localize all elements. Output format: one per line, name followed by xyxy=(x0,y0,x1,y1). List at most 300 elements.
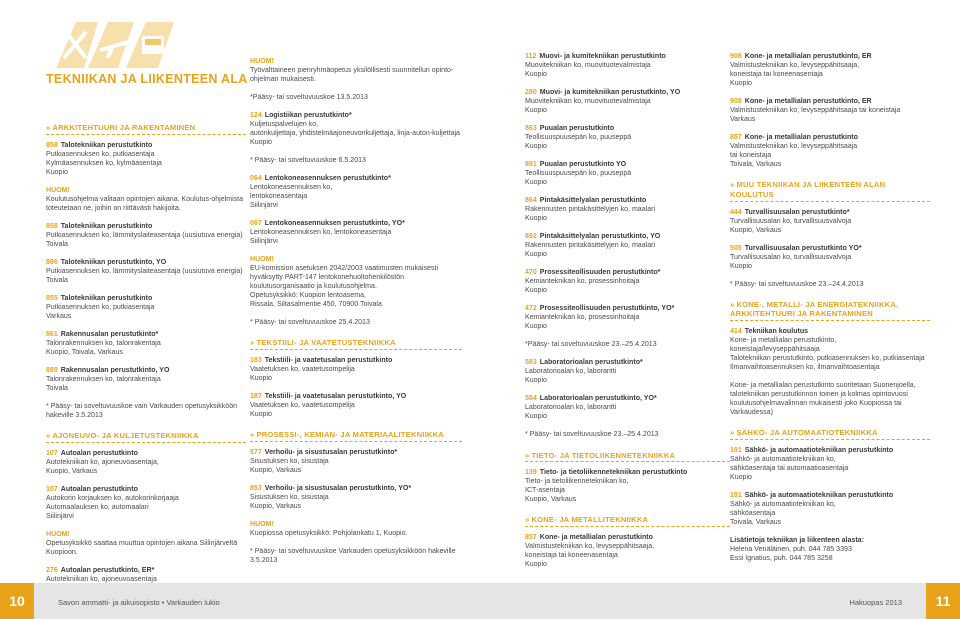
column-2 xyxy=(250,57,462,574)
degree-title: Kone- ja metallialan perustutkinto, ER xyxy=(744,98,872,106)
degree-entry xyxy=(46,258,246,285)
info-text: * Pääsy- tai soveltuvuuskoe Varkauden opetusyksikköön hakeville 3.5.2013 xyxy=(250,548,456,565)
degree-entry xyxy=(250,448,462,475)
page-title: TEKNIIKAN JA LIIKENTEEN ALA xyxy=(46,72,248,86)
entry-detail: Automaalauksen ko, automaalari xyxy=(46,503,149,511)
entry-title-line xyxy=(730,52,930,61)
info-text: * Pääsy- tai soveltuvuuskoe 6.5.2013 xyxy=(250,157,366,165)
note-block xyxy=(250,57,462,84)
entry-detail: Kuopio xyxy=(525,215,547,223)
application-code: 505 xyxy=(730,244,742,252)
degree-title: Turvallisuusalan perustutkinto YO* xyxy=(744,244,862,252)
entry-detail: Kemianteknikan ko, prosessinhoitaja xyxy=(525,314,640,322)
section-logo xyxy=(56,18,176,70)
degree-entry xyxy=(730,52,930,88)
degree-entry xyxy=(46,222,246,249)
note-text: EU-komission asetuksen 2042/2003 vaatimusten mukaisesti hyväksytty PART-147 lentokonehuoltohenkilöstön koulutusorganisaatio ja koulutusohjelma. xyxy=(250,265,439,291)
entry-detail: Kuopio xyxy=(730,474,752,482)
entry-title-line xyxy=(250,392,462,401)
footer-publisher: Savon ammatti- ja aikuisopisto • Varkauden lukio xyxy=(58,598,220,607)
note-heading: HUOM! xyxy=(250,256,274,264)
section-heading xyxy=(46,123,246,135)
entry-detail: koneistaja tai koneenasentaja xyxy=(730,71,823,79)
entry-title-line xyxy=(525,304,730,313)
entry-title-line xyxy=(46,294,246,303)
application-code: 855 xyxy=(46,294,58,302)
info-paragraph xyxy=(525,430,730,439)
degree-title: Laboratorioalan perustutkinto* xyxy=(539,359,643,367)
chevron-right-icon: » xyxy=(730,299,735,309)
entry-detail: ICT-asentaja xyxy=(525,487,565,495)
entry-detail: Sisustuksen ko, sisustaja xyxy=(250,493,329,501)
degree-entry xyxy=(525,232,730,259)
entry-detail: Kuopio, Varkaus xyxy=(730,226,782,234)
application-code: 112 xyxy=(525,53,537,60)
degree-entry xyxy=(525,394,730,421)
degree-title: Verhoilu- ja sisustusalan perustutkinto, YO* xyxy=(264,484,412,492)
degree-entry xyxy=(525,124,730,151)
degree-title: Autoalan perustutkinto, ER* xyxy=(60,566,155,574)
column-3 xyxy=(525,52,730,578)
column-1 xyxy=(46,112,246,611)
application-code: 858 xyxy=(46,141,58,149)
entry-title-line xyxy=(730,244,930,253)
application-code: 064 xyxy=(250,175,262,183)
info-text: * Pääsy- tai soveltuvuuskoe 23.–24.4.2013 xyxy=(730,280,864,288)
column-4 xyxy=(730,52,930,572)
entry-title-line xyxy=(525,52,730,61)
chevron-right-icon: » xyxy=(250,338,255,348)
contact-title: Lisätietoja tekniikan ja liikenteen alasta: xyxy=(730,537,864,545)
entry-detail: Turvallisuusalan ko, turvallisuusvalvoja xyxy=(730,217,852,225)
degree-entry xyxy=(730,133,930,169)
entry-detail: Siilinjärvi xyxy=(46,512,74,520)
degree-title: Kone- ja metallialan perustutkinto xyxy=(539,534,653,541)
entry-detail: Ilmanvaihtoasennuksen ko, ilmanvaihtoasentaja xyxy=(730,364,880,372)
note-text: Kuopiossa opetusyksikkö: Pohjolankatu 1, Kuopio. xyxy=(250,530,408,537)
entry-detail: Vaatetuksen ko, vaatetusompelija xyxy=(250,366,355,374)
degree-title: Puualan perustutkinto xyxy=(539,125,615,133)
entry-detail: Muovitekniikan ko, muovituotevalmistaja xyxy=(525,98,651,106)
section-heading-text: ARKKITEHTUURI JA RAKENTAMINEN xyxy=(52,123,196,132)
degree-title: Autoalan perustutkinto xyxy=(60,485,138,493)
entry-detail: Kylmäasennuksen ko, kylmäasentaja xyxy=(46,159,162,167)
section-heading-text: SÄHKÖ- JA AUTOMAATIOTEKNIIKKA xyxy=(736,428,878,438)
degree-title: Muovi- ja kumitekniikan perustutkinto xyxy=(539,53,666,60)
application-code: 414 xyxy=(730,328,742,336)
degree-title: Talotekniikan perustutkinto, YO xyxy=(60,258,167,266)
entry-title-line xyxy=(525,88,730,97)
application-code: 444 xyxy=(730,208,742,216)
degree-title: Talotekniikan perustutkinto xyxy=(60,294,153,302)
section-heading-text: TIETO- JA TIETOLIIKENNETEKNIIKKA xyxy=(531,450,676,460)
degree-entry xyxy=(525,88,730,115)
page-number-left: 10 xyxy=(0,583,34,619)
degree-entry xyxy=(730,446,930,482)
entry-detail: Teollisuuspuusepän ko, puuseppä xyxy=(525,170,632,178)
entry-title-line xyxy=(525,358,730,367)
note-heading: HUOM! xyxy=(46,186,70,194)
entry-title-line xyxy=(525,468,730,477)
degree-title: Tekstiili- ja vaatetusalan perustutkinto xyxy=(264,357,393,365)
entry-detail: Toivala xyxy=(46,385,68,393)
degree-title: Prosessiteollisuuden perustutkinto, YO* xyxy=(539,305,675,313)
info-text: *Pääsy- tai soveltuvuuskoe 23.–25.4.2013 xyxy=(525,341,657,349)
note-block xyxy=(46,530,246,557)
degree-title: Pintakäsittelyalan perustutkinto, YO xyxy=(539,233,661,241)
entry-detail: Siilinjärvi xyxy=(250,202,278,210)
entry-detail: Kemianteknikan ko, prosessinhoitaja xyxy=(525,278,640,286)
section-heading-text: TEKSTIILI- JA VAATETUSTEKNIIKKA xyxy=(256,338,396,348)
degree-title: Tekstiili- ja vaatetusalan perustutkinto, YO xyxy=(264,393,407,401)
entry-detail: Turvallisuusalan ko, turvallisuusvalvoja xyxy=(730,253,852,261)
degree-entry xyxy=(250,219,462,246)
chevron-right-icon: » xyxy=(525,450,530,460)
section-heading xyxy=(250,430,462,442)
info-paragraph xyxy=(46,402,246,420)
degree-entry xyxy=(46,449,246,476)
entry-title-line xyxy=(525,160,730,169)
section-heading-text: AJONEUVO- JA KULJETUSTEKNIIKKA xyxy=(52,431,199,441)
application-code: 276 xyxy=(46,566,58,574)
entry-title-line xyxy=(730,446,930,455)
entry-detail: Kuopio xyxy=(525,287,547,295)
page-number-right: 11 xyxy=(926,583,960,619)
entry-detail: Autotekniikan ko, ajoneuvoasentaja, xyxy=(46,458,159,466)
section-heading-text: KONE-, METALLI- JA ENERGIATEKNIIKKA, ARKKITEHTUURI JA RAKENTAMINEN xyxy=(730,299,899,319)
info-paragraph xyxy=(250,93,462,102)
section-heading xyxy=(730,428,930,440)
section-heading xyxy=(730,180,930,201)
entry-detail: Kuopio, Varkaus xyxy=(46,467,98,475)
application-code: 107 xyxy=(46,449,58,457)
entry-detail: Kuopio xyxy=(250,375,272,383)
application-code: 863 xyxy=(525,125,537,133)
degree-title: Pintakäsittelyalan perustutkinto xyxy=(539,197,647,205)
degree-title: Tekniikan koulutus xyxy=(744,328,809,336)
entry-detail: Kuopio xyxy=(525,143,547,151)
application-code: 857 xyxy=(525,534,537,541)
contact-person: Essi Ignatius, puh. 044 785 3258 xyxy=(730,555,833,563)
entry-detail: Kuopio xyxy=(525,71,547,79)
contact-person: Helena Venäläinen, puh. 044 785 3393 xyxy=(730,546,852,554)
degree-title: Prosessiteollisuuden perustutkinto* xyxy=(539,269,661,277)
note-text: Opetusyksikkö saattaa muuttua opintojen aikana Siilinjärveltä Kuopioon. xyxy=(46,539,238,556)
entry-detail: Putkiasennuksen ko, lämmityslaiteasentaja (uusiutuva energia) xyxy=(46,231,243,239)
info-paragraph xyxy=(730,381,930,417)
section-heading xyxy=(525,515,730,527)
note-heading: HUOM! xyxy=(46,530,70,538)
entry-detail: Toivala xyxy=(46,276,68,284)
degree-title: Laboratorioalan perustutkinto, YO* xyxy=(539,395,657,403)
application-code: 472 xyxy=(525,305,537,313)
entry-detail: koneistaja tai koneenasentaja xyxy=(525,552,618,560)
entry-detail: Valmistustekniikan ko, levyseppähitsaaja, xyxy=(730,62,860,70)
entry-title-line xyxy=(525,196,730,205)
entry-detail: Toivala, Varkaus xyxy=(730,519,782,527)
degree-entry xyxy=(525,358,730,385)
section-heading xyxy=(46,431,246,443)
entry-detail: Sähkö- ja automaatiotekniikan ko, xyxy=(730,501,836,509)
chevron-right-icon: » xyxy=(730,180,735,190)
application-code: 891 xyxy=(525,161,537,169)
chevron-right-icon: » xyxy=(250,430,255,440)
application-code: 857 xyxy=(730,134,742,142)
entry-title-line xyxy=(46,330,246,339)
entry-detail: Kuopio xyxy=(525,413,547,421)
degree-entry xyxy=(46,141,246,177)
info-paragraph xyxy=(250,318,462,327)
entry-title-line xyxy=(525,533,730,542)
application-code: 577 xyxy=(250,448,262,456)
entry-detail: Lentokoneasennuksen ko, lentokoneasentaja xyxy=(250,229,392,237)
degree-entry xyxy=(525,468,730,504)
entry-detail: Tieto- ja tietoliikennetekniikan ko, xyxy=(525,478,629,486)
degree-entry xyxy=(525,196,730,223)
degree-entry xyxy=(730,97,930,124)
info-paragraph xyxy=(525,340,730,349)
degree-title: Muovi- ja kumitekniikan perustutkinto, YO xyxy=(539,89,681,97)
note-text: Rissala, Siltasalmentie 450, 70900 Toivala xyxy=(250,301,382,309)
entry-detail: Varkaus xyxy=(46,312,72,320)
degree-title: Autoalan perustutkinto xyxy=(60,449,138,457)
info-paragraph xyxy=(250,547,462,565)
degree-entry xyxy=(250,111,462,147)
entry-title-line xyxy=(250,448,462,457)
section-heading xyxy=(525,451,730,463)
chevron-right-icon: » xyxy=(46,123,51,132)
note-heading: HUOM! xyxy=(250,520,274,528)
degree-entry xyxy=(730,491,930,527)
application-code: 191 xyxy=(730,492,742,500)
entry-detail: Putkiasennuksen ko, putkiasentaja xyxy=(46,150,155,158)
entry-detail: koneistaja/levyseppähitsaaja xyxy=(730,346,820,354)
entry-detail: Kuopio, Varkaus xyxy=(250,466,302,474)
degree-title: Logistiikan perustutkinto* xyxy=(264,112,352,120)
entry-title-line xyxy=(730,133,930,142)
degree-title: Rakennusalan perustutkinto, YO xyxy=(60,367,170,375)
info-text: * Pääsy- tai soveltuvuuskoe 23.–25.4.2013 xyxy=(525,431,659,439)
degree-entry xyxy=(730,208,930,235)
entry-detail: Valmistustekniikan ko, levyseppähitsaaja xyxy=(730,143,858,151)
entry-detail: Talotekniikan perustutkinto, putkiasennuksen ko, putkiasentaja xyxy=(730,355,925,363)
info-text: *Pääsy- tai soveltuvuuskoe 13.5.2013 xyxy=(250,94,368,102)
entry-title-line xyxy=(525,268,730,277)
info-paragraph xyxy=(730,280,930,289)
entry-detail: autonkuljettaja, yhdistelmäajoneuvonkuljettaja, linja-auton-kuljettaja xyxy=(250,130,460,138)
entry-detail: Laboratorioalan ko, laborantti xyxy=(525,368,617,376)
application-code: 187 xyxy=(250,393,262,401)
info-text: * Pääsy- tai soveltuvuuskoe 25.4.2013 xyxy=(250,319,370,327)
application-code: 191 xyxy=(730,447,742,455)
application-code: 583 xyxy=(525,359,537,367)
entry-detail: sähköasentaja tai automaatioasentaja xyxy=(730,465,849,473)
entry-title-line xyxy=(46,141,246,150)
entry-detail: Sisustuksen ko, sisustaja xyxy=(250,457,329,465)
entry-title-line xyxy=(730,208,930,217)
entry-detail: Vaatetuksen ko, vaatetusompelija xyxy=(250,402,355,410)
degree-entry xyxy=(250,484,462,511)
entry-title-line xyxy=(250,111,462,120)
note-text: Opetusyksikkö: Kuopion lentoasema, xyxy=(250,292,366,300)
entry-detail: Varkaus xyxy=(730,116,756,124)
entry-detail: Kuopio xyxy=(250,139,272,147)
entry-title-line xyxy=(46,566,246,575)
entry-detail: Kuopio xyxy=(525,179,547,187)
contact-block xyxy=(730,536,930,563)
application-code: 853 xyxy=(250,484,262,492)
degree-title: Kone- ja metallialan perustutkinto xyxy=(744,134,858,142)
entry-title-line xyxy=(46,485,246,494)
degree-entry xyxy=(46,294,246,321)
degree-entry xyxy=(525,160,730,187)
entry-detail: Talonrakennuksen ko, talonrakentaja xyxy=(46,339,161,347)
degree-entry xyxy=(250,356,462,383)
section-heading-text: KONE- JA METALLITEKNIIKKA xyxy=(531,515,649,525)
entry-detail: Autokorin korjauksen ko, autokorinkorjaaja xyxy=(46,494,179,502)
degree-title: Lentokoneasennuksen perustutkinto* xyxy=(264,175,391,183)
degree-entry xyxy=(46,485,246,521)
entry-detail: Toivala xyxy=(46,240,68,248)
entry-detail: Rakennusten pintakäsittelyjen ko, maalari xyxy=(525,242,656,250)
degree-entry xyxy=(46,330,246,357)
application-code: 908 xyxy=(730,53,742,60)
entry-detail: Kuopio xyxy=(525,251,547,259)
application-code: 067 xyxy=(250,220,262,228)
bus-icon xyxy=(126,22,174,68)
entry-title-line xyxy=(525,394,730,403)
entry-title-line xyxy=(525,232,730,241)
entry-detail: Kone- ja metallialan perustutkinto, xyxy=(730,337,837,345)
note-text: Koulutusohjelma valitaan opintojen aikana. Koulutus-ohjelmista toteutetaan ne, joihin on riittävästi hakijoita. xyxy=(46,195,244,212)
degree-entry xyxy=(730,244,930,271)
entry-detail: Autotekniikan ko, ajoneuvoasentaja xyxy=(46,575,157,583)
info-text: Kone- ja metallialan perustutkinto suoritetaan Suonenjoella, talotekniikan perustutkinnon toinen ja kolmas opintovuosi koulutusohjelmavalinnan mukaisesti joko Kuopiossa tai Varkaudessa) xyxy=(730,382,916,417)
entry-title-line xyxy=(250,219,462,228)
entry-title-line xyxy=(46,449,246,458)
degree-title: Turvallisuusalan perustutkinto* xyxy=(744,208,850,216)
section-heading xyxy=(250,338,462,350)
note-block xyxy=(250,520,462,538)
entry-detail: Kuopio, Toivala, Varkaus xyxy=(46,349,123,356)
entry-detail: Kuopio xyxy=(730,80,752,88)
degree-entry xyxy=(730,327,930,372)
degree-title: Sähkö- ja automaatiotekniikan perustutkinto xyxy=(744,492,894,500)
entry-detail: Talonrakennuksen ko, talonrakentaja xyxy=(46,376,161,384)
note-heading: HUOM! xyxy=(250,58,274,65)
note-block xyxy=(46,186,246,213)
info-paragraph xyxy=(250,156,462,165)
entry-detail: Kuopio, Varkaus xyxy=(250,502,302,510)
application-code: 470 xyxy=(525,269,537,277)
entry-detail: Putkiasennuksen ko, putkiasentaja xyxy=(46,303,155,311)
entry-detail: Sähkö- ja automaatiotekniikan ko, xyxy=(730,456,836,464)
entry-detail: Lentokoneasennuksen ko, xyxy=(250,184,333,192)
entry-detail: Toivala, Varkaus xyxy=(730,161,782,169)
application-code: 886 xyxy=(46,258,58,266)
entry-detail: Kuopio xyxy=(525,561,547,569)
degree-entry xyxy=(250,174,462,210)
entry-detail: Kuopio xyxy=(250,411,272,419)
application-code: 864 xyxy=(525,197,537,205)
entry-detail: Muovitekniikan ko, muovituotevalmistaja xyxy=(525,62,651,70)
degree-title: Talotekniikan perustutkinto xyxy=(60,141,153,149)
degree-title: Talotekniikan perustutkinto xyxy=(60,222,153,230)
entry-title-line xyxy=(525,124,730,133)
entry-title-line xyxy=(46,258,246,267)
info-text: * Pääsy- tai soveltuvuuskoe vain Varkauden opetusyksikköön hakeville 3.5.2013 xyxy=(46,403,238,420)
entry-detail: Siilinjärvi xyxy=(250,238,278,246)
section-heading-text: MUU TEKNIIKAN JA LIIKENTEEN ALAN KOULUTUS xyxy=(730,180,886,199)
degree-entry xyxy=(46,366,246,393)
entry-title-line xyxy=(730,97,930,106)
entry-detail: tai koneistaja xyxy=(730,152,772,160)
application-code: 858 xyxy=(46,222,58,230)
chevron-right-icon: » xyxy=(525,515,530,525)
application-code: 183 xyxy=(250,357,262,365)
entry-detail: Kuopio xyxy=(525,377,547,385)
entry-detail: Kuljetuspalvelujen ko, xyxy=(250,121,319,129)
entry-detail: Rakennusten pintakäsittelyjen ko, maalari xyxy=(525,206,656,214)
entry-detail: Laboratorioalan ko, laborantti xyxy=(525,404,617,412)
application-code: 861 xyxy=(46,330,58,338)
degree-entry xyxy=(525,52,730,79)
entry-detail: Kuopio xyxy=(730,262,752,270)
note-block xyxy=(250,255,462,309)
entry-detail: sähköasentaja xyxy=(730,510,776,518)
chevron-right-icon: » xyxy=(46,431,51,441)
footer-guide-title: Hakuopas 2013 xyxy=(849,598,902,607)
degree-title: Sähkö- ja automaatiotekniikan perustutkinto xyxy=(744,447,894,455)
entry-title-line xyxy=(730,327,930,336)
degree-title: Tieto- ja tietoliikennetekniikan perustutkinto xyxy=(539,469,688,477)
application-code: 124 xyxy=(250,112,262,120)
degree-title: Kone- ja metallialan perustutkinto, ER xyxy=(744,53,872,60)
entry-title-line xyxy=(250,356,462,365)
entry-title-line xyxy=(46,366,246,375)
degree-title: Rakennusalan perustutkinto* xyxy=(60,330,159,338)
entry-detail: Kuopio xyxy=(46,168,68,176)
section-heading-text: PROSESSI-, KEMIAN- JA MATERIAALITEKNIIKKA xyxy=(256,430,444,440)
degree-entry xyxy=(525,533,730,569)
entry-title-line xyxy=(730,491,930,500)
entry-detail: Putkiasennuksen ko, lämmityslaiteasentaja (uusiutuva energia) xyxy=(46,267,243,275)
degree-entry xyxy=(525,304,730,331)
application-code: 889 xyxy=(46,367,58,375)
entry-title-line xyxy=(250,174,462,183)
application-code: 892 xyxy=(525,233,537,241)
degree-title: Puualan perustutkinto YO xyxy=(539,161,627,169)
entry-detail: Valmistustekniikan ko, levyseppähitsaaja, xyxy=(525,543,655,551)
application-code: 107 xyxy=(46,485,58,493)
application-code: 139 xyxy=(525,469,537,477)
application-code: 280 xyxy=(525,89,537,97)
application-code: 584 xyxy=(525,395,537,403)
entry-detail: Kuopio xyxy=(525,107,547,115)
entry-detail: lentokoneasentaja xyxy=(250,193,308,201)
degree-title: Lentokoneasennuksen perustutkinto, YO* xyxy=(264,220,405,228)
degree-entry xyxy=(525,268,730,295)
degree-title: Verhoilu- ja sisustusalan perustutkinto* xyxy=(264,448,398,456)
chevron-right-icon: » xyxy=(730,428,735,438)
entry-title-line xyxy=(46,222,246,231)
entry-detail: Valmistustekniikan ko, levyseppähitsaaja tai koneistaja xyxy=(730,107,901,115)
section-heading xyxy=(730,300,930,321)
entry-detail: Teollisuuspuusepän ko, puuseppä xyxy=(525,134,632,142)
entry-detail: Kuopio, Varkaus xyxy=(525,496,577,504)
degree-entry xyxy=(250,392,462,419)
entry-title-line xyxy=(250,484,462,493)
